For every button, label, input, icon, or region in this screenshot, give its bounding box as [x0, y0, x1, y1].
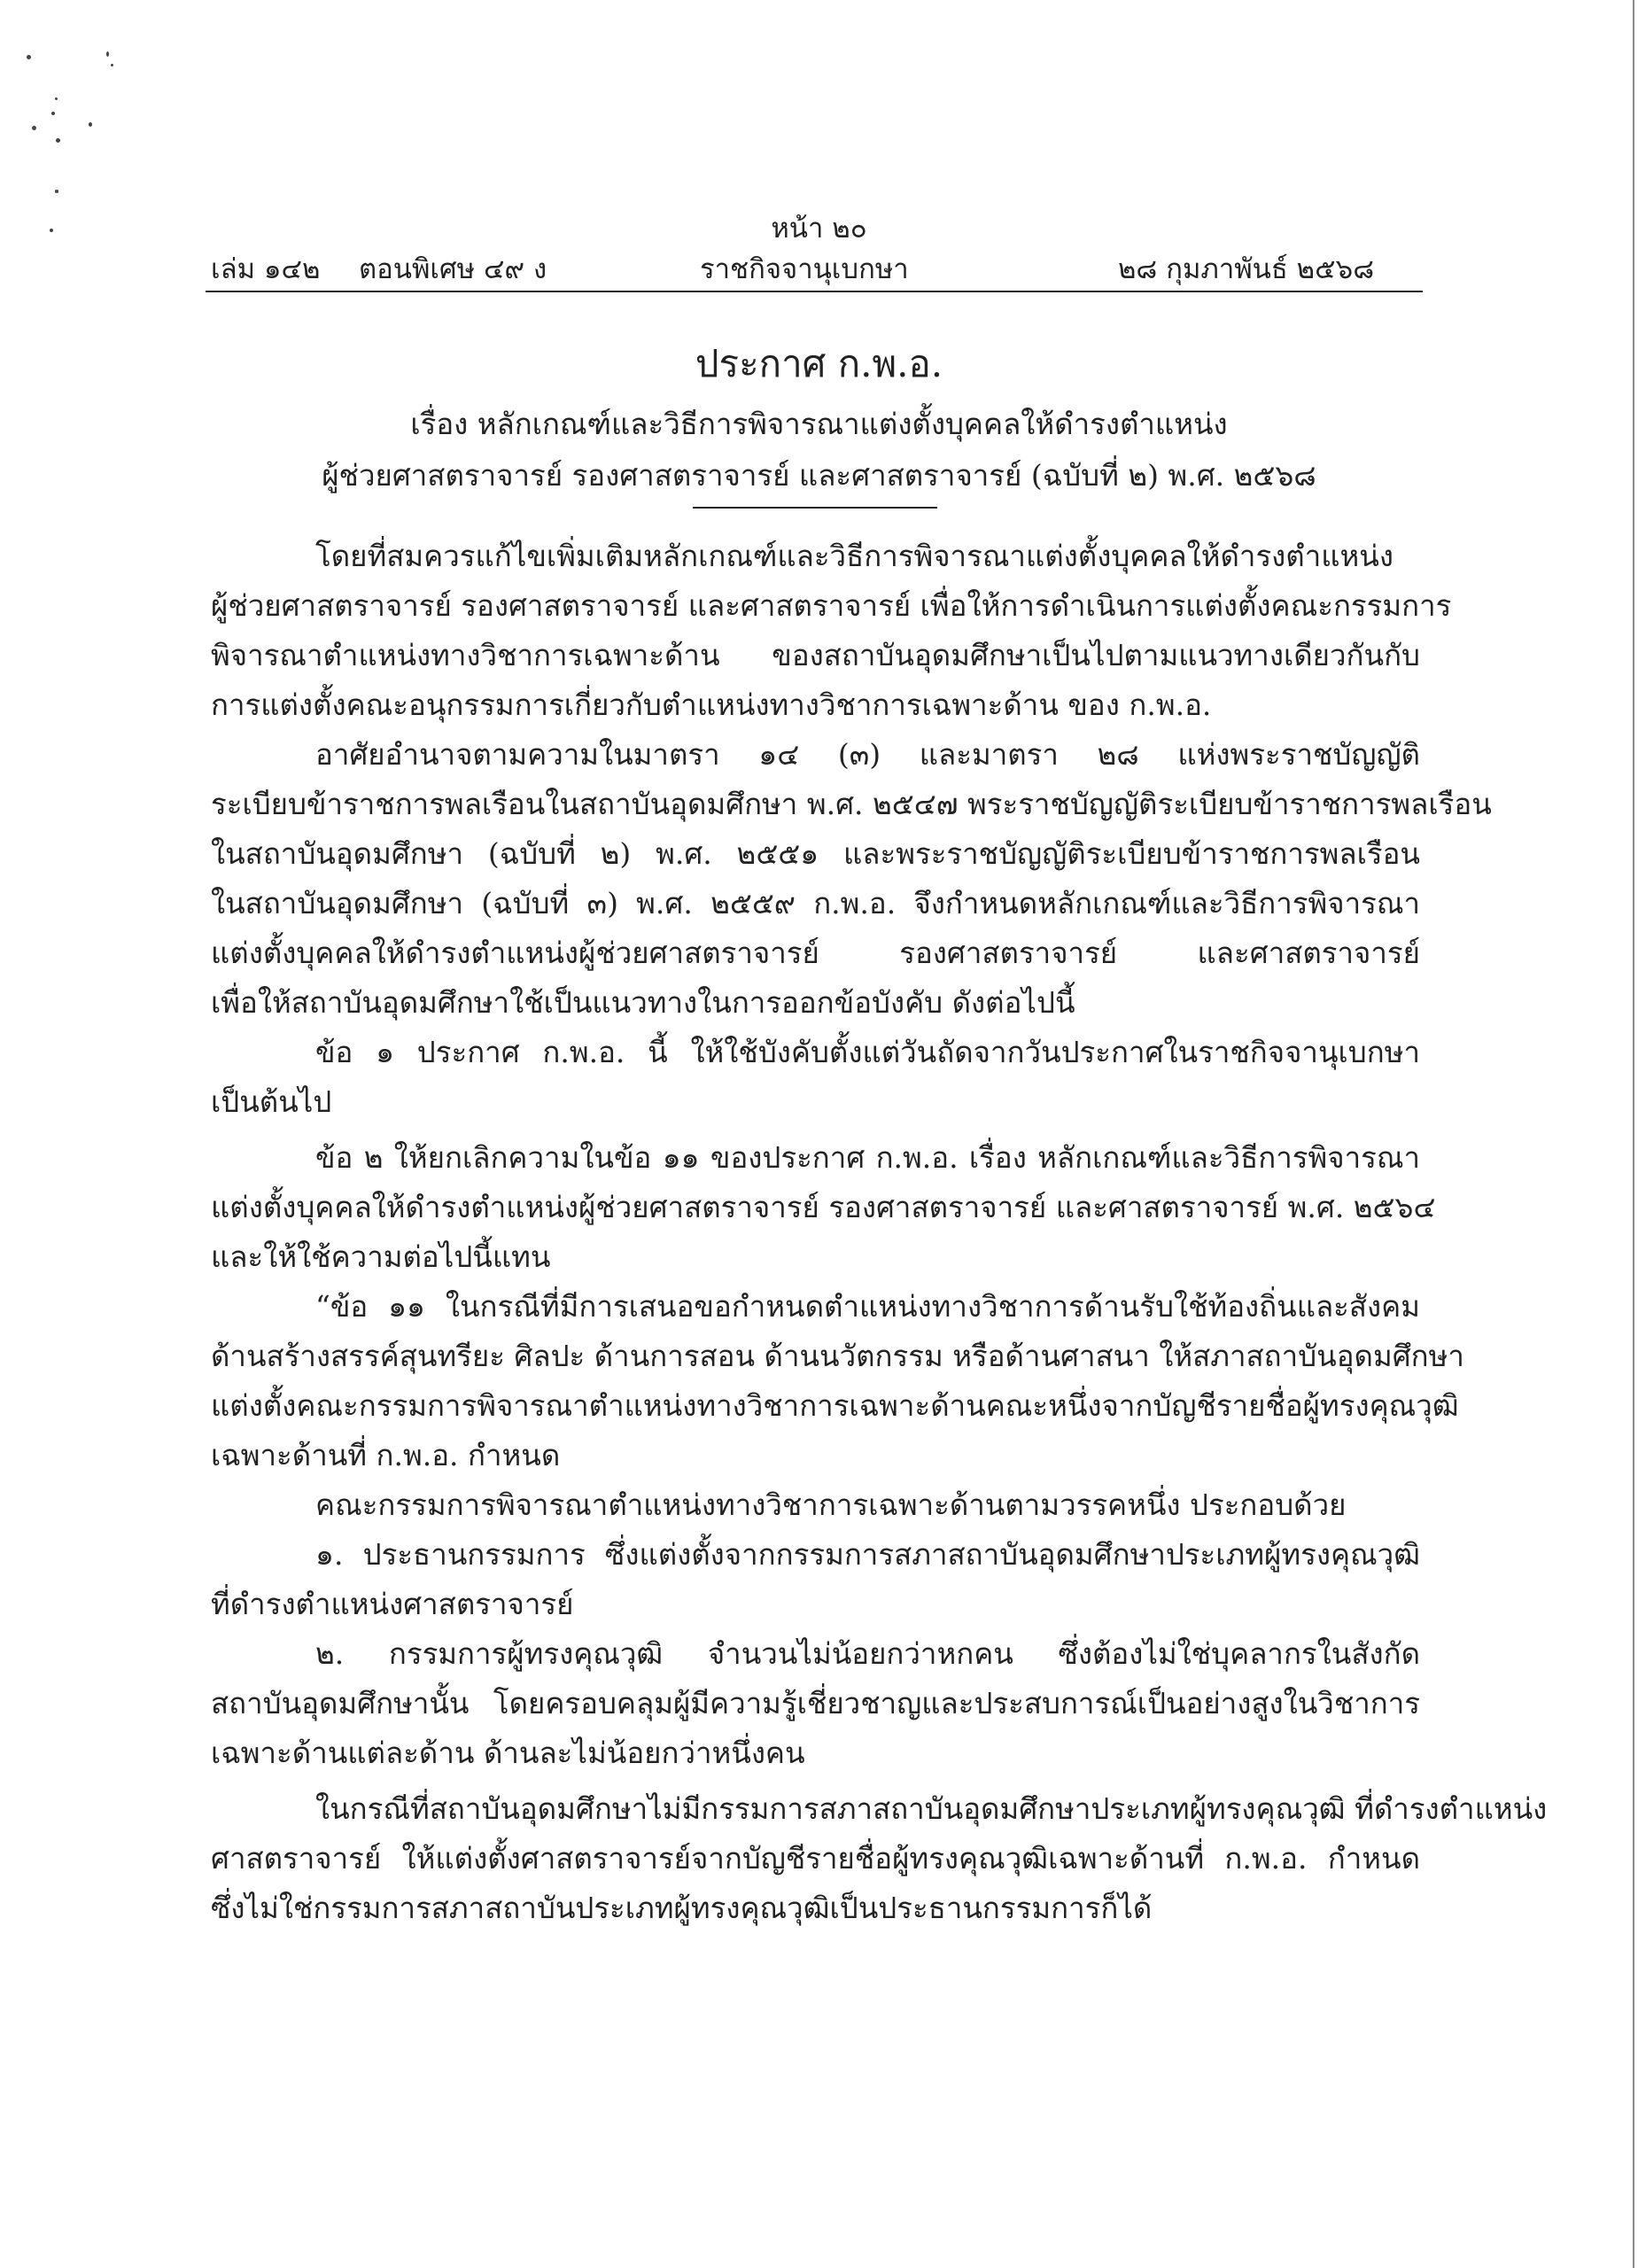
body-line: อาศัยอำนาจตามความในมาตรา ๑๔ (๓) และมาตรา ๒๘ แห่งพระราชบัญญัติ [315, 737, 1420, 772]
body-line: แต่งตั้งบุคคลให้ดำรงตำแหน่งผู้ช่วยศาสตราจารย์ รองศาสตราจารย์ และศาสตราจารย์ พ.ศ. ๒๕๖๔ [211, 1190, 1436, 1224]
gazette-name: ราชกิจจานุเบกษา [700, 253, 909, 285]
announcement-subject-line-1: เรื่อง หลักเกณฑ์และวิธีการพิจารณาแต่งตั้งบุคคลให้ดำรงตำแหน่ง [410, 407, 1228, 441]
body-line: ข้อ ๑ ประกาศ ก.พ.อ. นี้ ให้ใช้บังคับตั้งแต่วันถัดจากวันประกาศในราชกิจจานุเบกษา [315, 1035, 1420, 1069]
body-line: ในสถาบันอุดมศึกษา (ฉบับที่ ๓) พ.ศ. ๒๕๕๙ ก.พ.อ. จึงกำหนดหลักเกณฑ์และวิธีการพิจารณา [211, 886, 1420, 920]
body-line: ซึ่งไม่ใช่กรรมการสภาสถาบันประเภทผู้ทรงคุณวุฒิเป็นประธานกรรมการก็ได้ [211, 1891, 1153, 1925]
body-line: ๒. กรรมการผู้ทรงคุณวุฒิ จำนวนไม่น้อยกว่าหกคน ซึ่งต้องไม่ใช่บุคลากรในสังกัด [315, 1636, 1420, 1671]
body-line: “ข้อ ๑๑ ในกรณีที่มีการเสนอขอกำหนดตำแหน่งทางวิชาการด้านรับใช้ท้องถิ่นและสังคม [315, 1289, 1420, 1324]
scan-speck [55, 190, 58, 193]
body-line: ศาสตราจารย์ ให้แต่งตั้งศาสตราจารย์จากบัญชีรายชื่อผู้ทรงคุณวุฒิเฉพาะด้านที่ ก.พ.อ. กำหนด [211, 1841, 1420, 1876]
page-number: หน้า ๒๐ [771, 213, 867, 245]
scan-speck [32, 126, 36, 130]
body-line: พิจารณาตำแหน่งทางวิชาการเฉพาะด้าน ของสถาบันอุดมศึกษาเป็นไปตามแนวทางเดียวกันกับ [211, 638, 1420, 672]
body-line: ๑. ประธานกรรมการ ซึ่งแต่งตั้งจากกรรมการสภาสถาบันอุดมศึกษาประเภทผู้ทรงคุณวุฒิ [315, 1537, 1420, 1572]
body-line: เป็นต้นไป [211, 1084, 332, 1119]
scan-speck [106, 51, 109, 57]
scan-speck [55, 97, 58, 100]
body-line: เฉพาะด้านแต่ละด้าน ด้านละไม่น้อยกว่าหนึ่งคน [211, 1736, 805, 1770]
body-line: ระเบียบข้าราชการพลเรือนในสถาบันอุดมศึกษา พ.ศ. ๒๕๔๗ พระราชบัญญัติระเบียบข้าราชการพลเรือน [211, 787, 1492, 821]
body-line: ผู้ช่วยศาสตราจารย์ รองศาสตราจารย์ และศาสตราจารย์ เพื่อให้การดำเนินการแต่งตั้งคณะกรรมการ [211, 588, 1452, 623]
announcement-subject-line-2: ผู้ช่วยศาสตราจารย์ รองศาสตราจารย์ และศาสตราจารย์ (ฉบับที่ ๒) พ.ศ. ๒๕๖๘ [322, 458, 1316, 493]
publication-date: ๒๘ กุมภาพันธ์ ๒๕๖๘ [1118, 253, 1375, 285]
announcement-title: ประกาศ ก.พ.อ. [695, 342, 943, 385]
body-line: เพื่อให้สถาบันอุดมศึกษาใช้เป็นแนวทางในการออกข้อบังคับ ดังต่อไปนี้ [211, 985, 1075, 1020]
body-line: คณะกรรมการพิจารณาตำแหน่งทางวิชาการเฉพาะด้านตามวรรคหนึ่ง ประกอบด้วย [315, 1487, 1347, 1522]
scan-speck [56, 138, 60, 143]
scan-speck [27, 55, 31, 59]
body-line: ข้อ ๒ ให้ยกเลิกความในข้อ ๑๑ ของประกาศ ก.พ.อ. เรื่อง หลักเกณฑ์และวิธีการพิจารณา [315, 1140, 1420, 1175]
body-line: ในสถาบันอุดมศึกษา (ฉบับที่ ๒) พ.ศ. ๒๕๕๑ และพระราชบัญญัติระเบียบข้าราชการพลเรือน [211, 836, 1420, 871]
body-line: และให้ใช้ความต่อไปนี้แทน [211, 1239, 551, 1274]
body-line: การแต่งตั้งคณะอนุกรรมการเกี่ยวกับตำแหน่งทางวิชาการเฉพาะด้าน ของ ก.พ.อ. [211, 687, 1212, 722]
body-line: เฉพาะด้านที่ ก.พ.อ. กำหนด [211, 1438, 561, 1472]
scan-speck [51, 112, 55, 115]
volume-number: เล่ม ๑๔๒ [211, 253, 321, 285]
body-line: ด้านสร้างสรรค์สุนทรียะ ศิลปะ ด้านการสอน ด้านนวัตกรรม หรือด้านศาสนา ให้สภาสถาบันอุดมศึกษา [211, 1339, 1464, 1373]
scan-speck [89, 122, 92, 127]
body-line: แต่งตั้งบุคคลให้ดำรงตำแหน่งผู้ช่วยศาสตราจารย์ รองศาสตราจารย์ และศาสตราจารย์ [211, 936, 1420, 970]
body-line: ในกรณีที่สถาบันอุดมศึกษาไม่มีกรรมการสภาสถาบันอุดมศึกษาประเภทผู้ทรงคุณวุฒิ ที่ดำรงตำแหน่ง [315, 1791, 1548, 1826]
body-line: ที่ดำรงตำแหน่งศาสตราจารย์ [211, 1587, 574, 1621]
body-line: โดยที่สมควรแก้ไขเพิ่มเติมหลักเกณฑ์และวิธีการพิจารณาแต่งตั้งบุคคลให้ดำรงตำแหน่ง [315, 539, 1393, 573]
title-divider [693, 507, 937, 509]
body-line: สถาบันอุดมศึกษานั้น โดยครอบคลุมผู้มีความรู้เชี่ยวชาญและประสบการณ์เป็นอย่างสูงในวิชาการ [211, 1686, 1420, 1720]
scan-speck [111, 64, 113, 66]
section-number: ตอนพิเศษ ๔๙ ง [359, 253, 547, 285]
body-line: แต่งตั้งคณะกรรมการพิจารณาตำแหน่งทางวิชาการเฉพาะด้านคณะหนึ่งจากบัญชีรายชื่อผู้ทรงคุณวุฒิ [211, 1388, 1459, 1423]
header-rule [206, 291, 1423, 292]
